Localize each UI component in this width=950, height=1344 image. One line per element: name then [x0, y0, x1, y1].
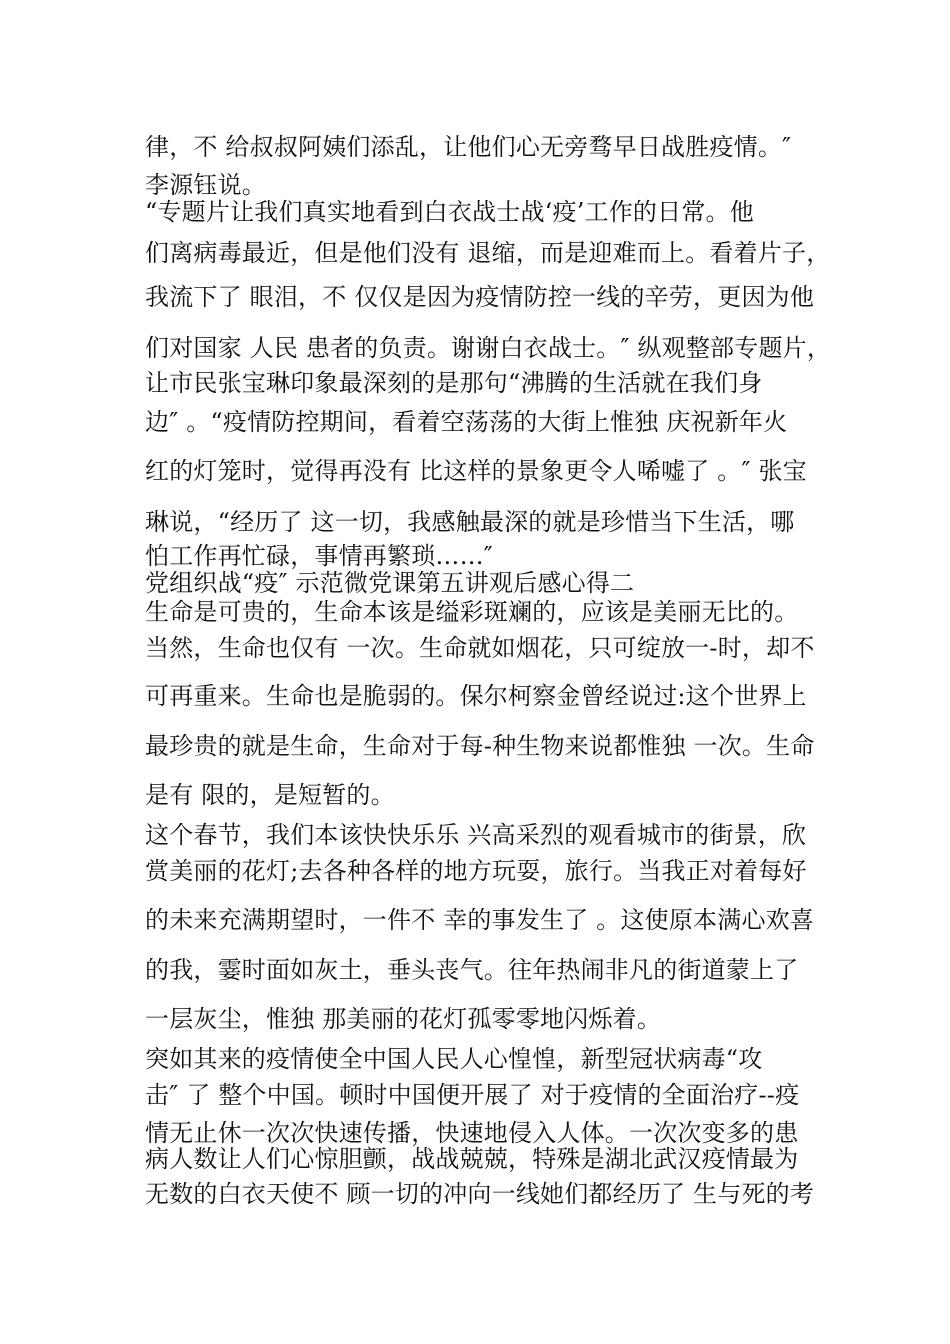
- text-line: 让市民张宝琳印象最深刻的是那句“沸腾的生活就在我们身: [145, 369, 763, 397]
- text-line: 最珍贵的就是生命，生命对于每-种生物来说都惟独 一次。生命: [145, 732, 815, 760]
- text-line: 是有 限的，是短暂的。: [145, 781, 395, 809]
- text-line: 律，不 给叔叔阿姨们添乱，让他们心无旁骛早日战胜疫情。″: [145, 133, 792, 161]
- text-line: 我流下了 眼泪，不 仅仅是因为疫情防控一线的辛劳，更因为他: [145, 283, 815, 311]
- section-heading: 党组织战“疫″ 示范微党课第五讲观后感心得二: [145, 569, 635, 597]
- text-line: 李源钰说。: [145, 171, 266, 199]
- text-line: 病人数让人们心惊胆颤，战战兢兢，特殊是湖北武汉疫情最为: [145, 1145, 799, 1173]
- text-line: 当然，生命也仅有 一次。生命就如烟花，只可绽放一-时，却不: [145, 634, 815, 662]
- text-line: 怕工作再忙碌，事情再繁琐……″: [145, 542, 493, 570]
- text-line: 琳说，“经历了 这一切，我感触最深的就是珍惜当下生活，哪: [145, 508, 795, 536]
- text-line: 的我，霎时面如灰土，垂头丧气。往年热闹非凡的街道蒙上了: [145, 956, 799, 984]
- text-line: 红的灯笼时，觉得再没有 比这样的景象更令人唏嘘了 。″ 张宝: [145, 457, 807, 485]
- text-line: 们离病毒最近，但是他们没有 退缩，而是迎难而上。看着片子，: [145, 239, 831, 267]
- text-line: 可再重来。生命也是脆弱的。保尔柯察金曾经说过:这个世界上: [145, 682, 807, 710]
- text-line: 击″ 了 整个中国。顿时中国便开展了 对于疫情的全面治疗--疫: [145, 1081, 800, 1109]
- text-line: 赏美丽的花灯;去各种各样的地方玩耍，旅行。当我正对着每好: [145, 857, 807, 885]
- text-line: “专题片让我们真实地看到白衣战士战‘疫’工作的日常。他: [145, 198, 754, 226]
- text-line: 生命是可贵的，生命本该是缢彩斑斓的，应该是美丽无比的。: [145, 598, 799, 626]
- text-line: 们对国家 人民 患者的负责。谢谢白衣战士。″ 纵观整部专题片，: [145, 334, 832, 362]
- text-line: 无数的白衣天使不 顾一切的冲向一线她们都经历了 生与死的考: [145, 1180, 815, 1208]
- text-line: 情无止休一次次快速传播，快速地侵入人体。一次次变多的患: [145, 1119, 799, 1147]
- text-line: 突如其来的疫情使全中国人民人心惶惶，新型冠状病毒“攻: [145, 1045, 763, 1073]
- text-line: 的未来充满期望时，一件不 幸的事发生了 。这使原本满心欢喜: [145, 906, 815, 934]
- text-line: 这个春节，我们本该快快乐乐 兴高采烈的观看城市的街景，欣: [145, 821, 807, 849]
- text-line: 边″ 。“疫情防控期间，看着空荡荡的大街上惟独 庆祝新年火: [145, 408, 788, 436]
- text-line: 一层灰尘，惟独 那美丽的花灯孤零零地闪烁着。: [145, 1005, 662, 1033]
